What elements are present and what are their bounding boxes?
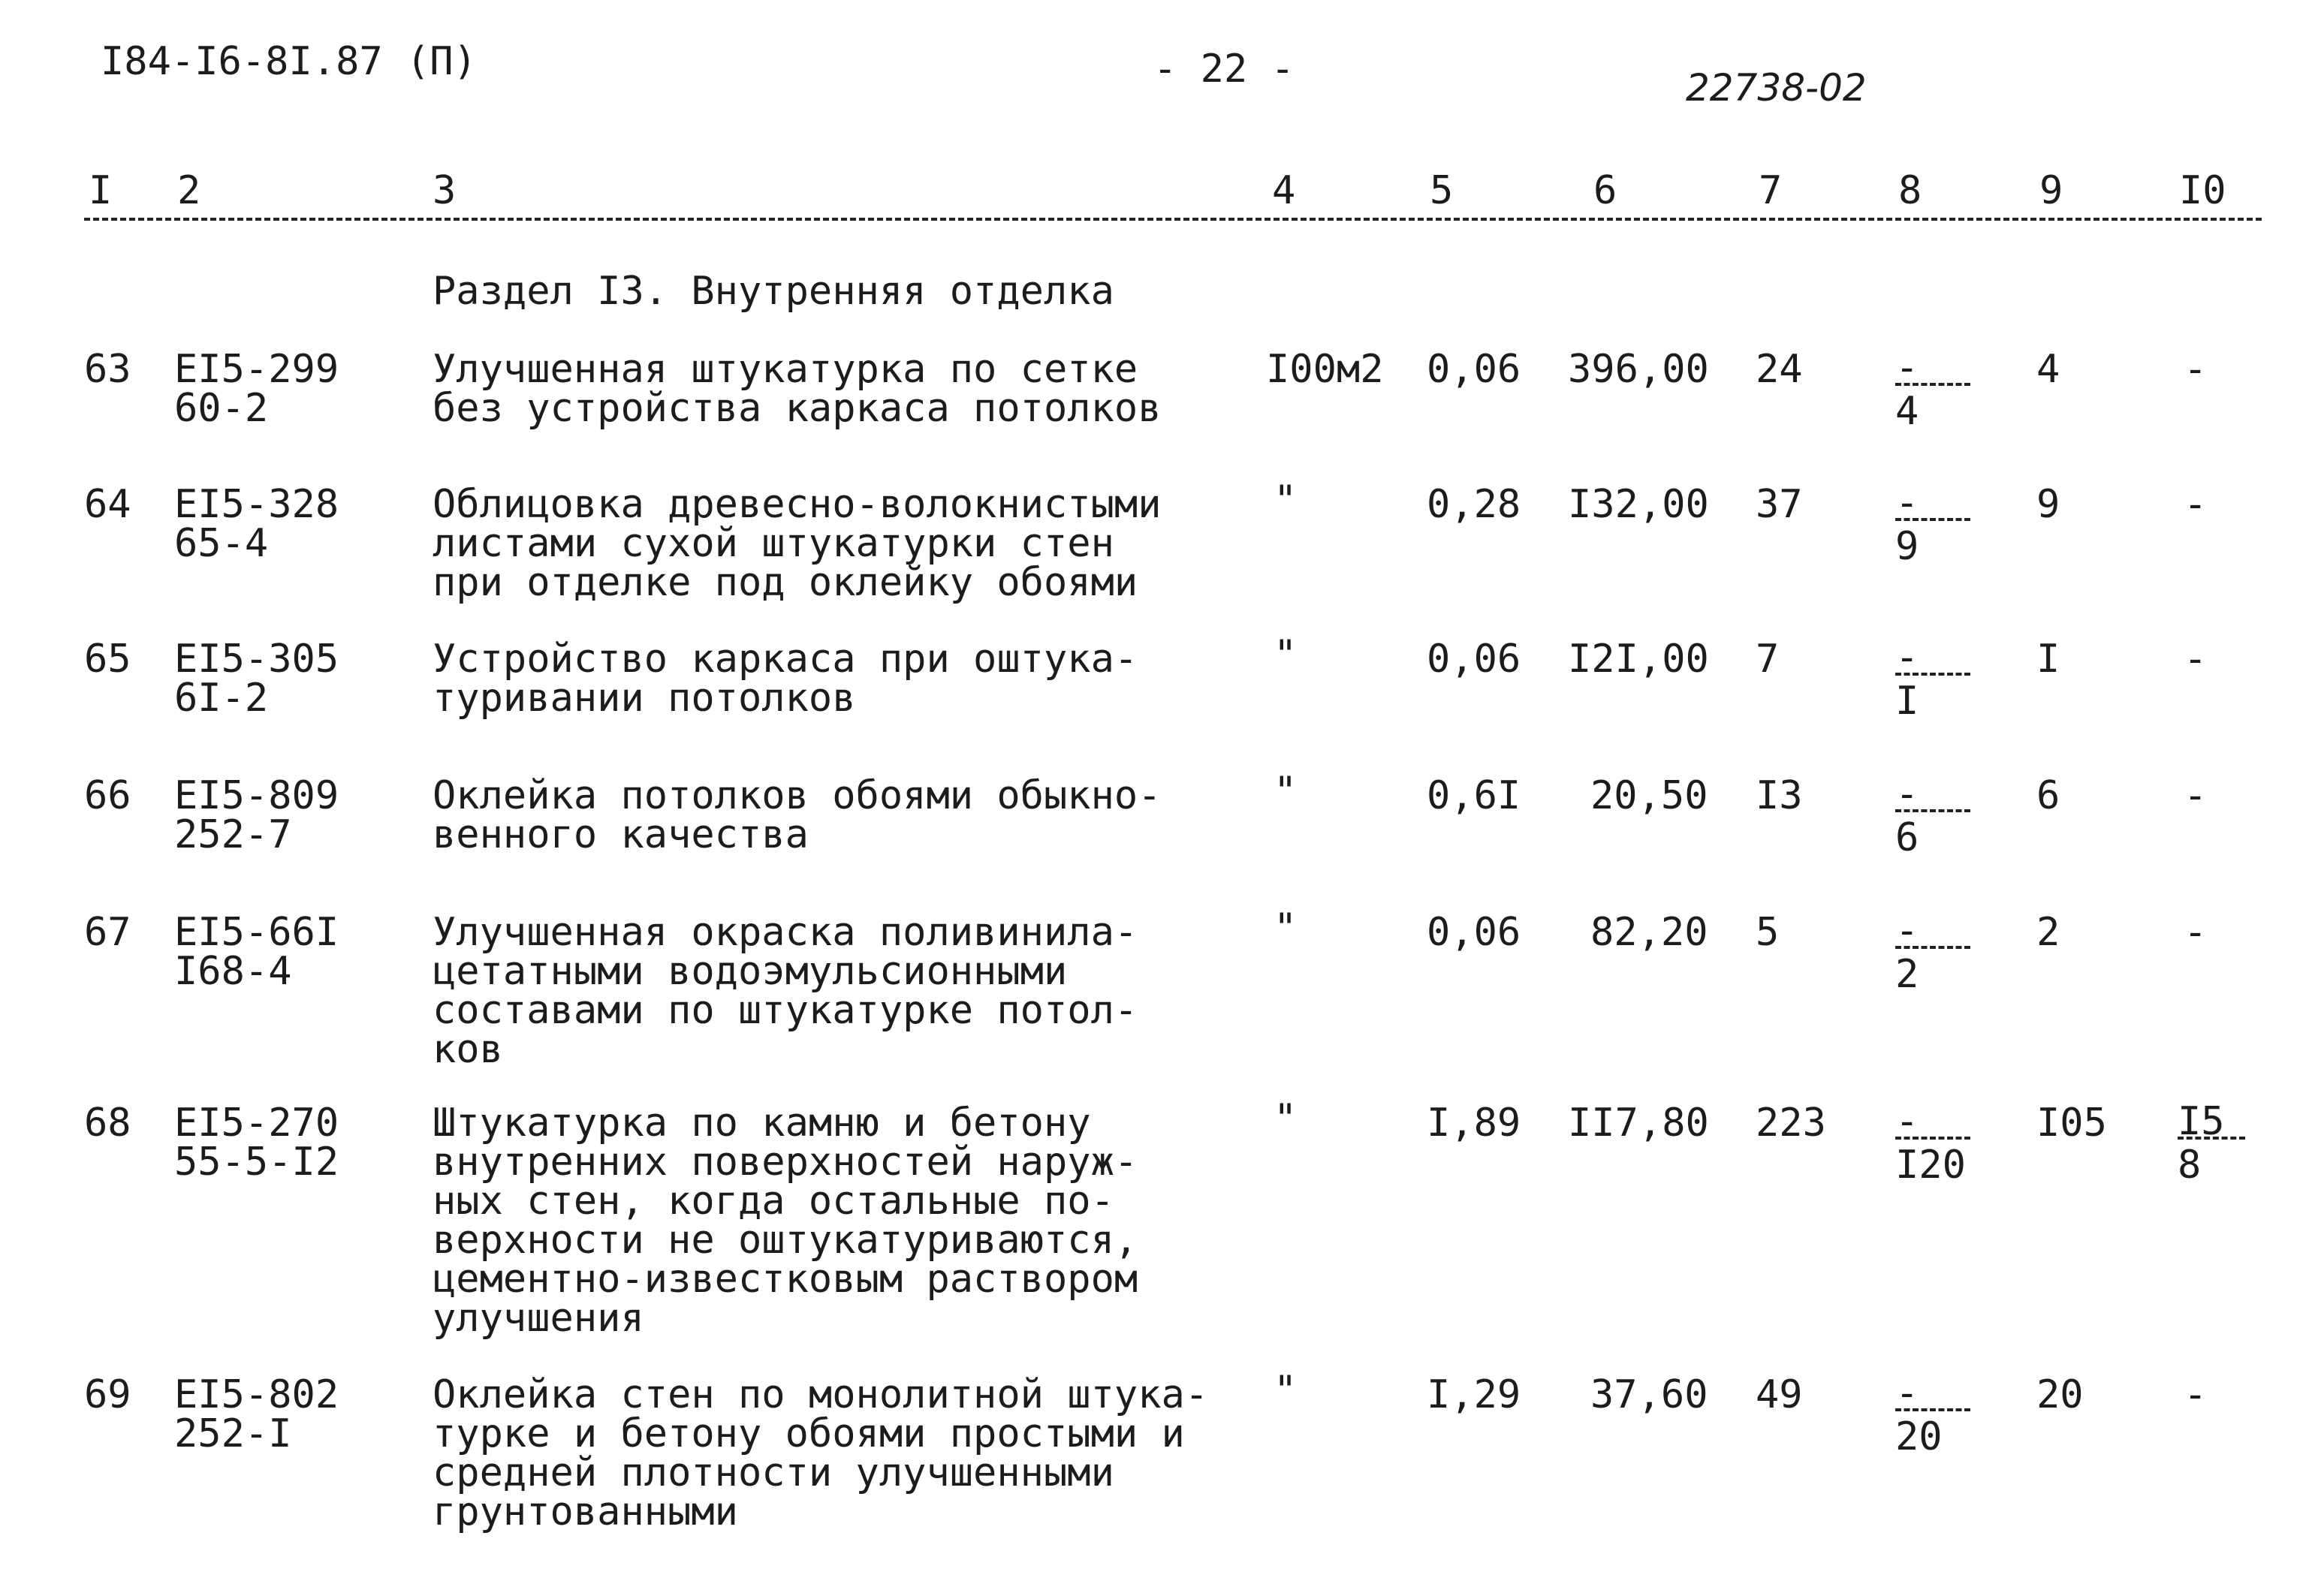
work-description: Устройство каркаса при оштука-: [433, 637, 1138, 682]
fraction-bar: [2178, 1137, 2245, 1140]
rate-code: 65-4: [174, 521, 269, 566]
work-description: составами по штукатурке потол-: [433, 988, 1138, 1033]
column-header-3: 3: [433, 168, 457, 213]
total-cost: 7: [1756, 637, 1780, 682]
work-description: Штукатурка по камню и бетону: [433, 1101, 1091, 1146]
work-description: туривании потолков: [433, 676, 856, 721]
header-divider: [84, 218, 2262, 221]
work-description: при отделке под оклейку обоями: [433, 560, 1138, 605]
column-10-value: -: [2184, 910, 2208, 955]
unit-price: I32,00: [1568, 482, 1709, 527]
column-header-4: 4: [1272, 168, 1296, 213]
rate-code: 252-7: [174, 812, 292, 857]
row-number: 68: [84, 1101, 131, 1146]
fraction-bar: [1895, 809, 1970, 812]
document-code: I84-I6-8I.87 (П): [101, 39, 477, 84]
archive-number: 22738-02: [1686, 66, 1867, 110]
work-description: цементно-известковым раствором: [433, 1257, 1138, 1302]
column-header-6: 6: [1593, 168, 1617, 213]
total-cost: 5: [1756, 910, 1780, 955]
rate-code: 6I-2: [174, 676, 269, 721]
column-header-10: I0: [2179, 168, 2226, 213]
fraction-numerator: -: [1895, 635, 1919, 680]
fraction-bar: [1895, 518, 1970, 521]
rate-code: 60-2: [174, 386, 269, 431]
fraction-numerator: I5: [2178, 1099, 2225, 1144]
column-10-value: -: [2184, 1372, 2208, 1417]
column-10-value: -: [2184, 773, 2208, 818]
quantity: 0,06: [1427, 637, 1521, 682]
fraction-denominator: 4: [1895, 389, 1919, 434]
unit: ": [1274, 1096, 1298, 1141]
fraction-denominator: 8: [2178, 1143, 2202, 1188]
total-cost: 223: [1756, 1101, 1826, 1146]
column-header-2: 2: [177, 168, 201, 213]
quantity: 0,28: [1427, 482, 1521, 527]
work-description: средней плотности улучшенными: [433, 1450, 1114, 1495]
column-header-5: 5: [1430, 168, 1454, 213]
rate-code: 252-I: [174, 1411, 292, 1456]
row-number: 63: [84, 347, 131, 392]
work-description: улучшения: [433, 1296, 644, 1341]
row-number: 64: [84, 482, 131, 527]
work-description: листами сухой штукатурки стен: [433, 521, 1114, 566]
work-description: ных стен, когда остальные по-: [433, 1179, 1114, 1224]
total-cost: 37: [1756, 482, 1803, 527]
quantity: 0,06: [1427, 910, 1521, 955]
total-cost: 49: [1756, 1372, 1803, 1417]
rate-code: EI5-305: [174, 637, 339, 682]
rate-code: I68-4: [174, 949, 292, 994]
column-10-value: -: [2184, 482, 2208, 527]
fraction-denominator: 6: [1895, 815, 1919, 860]
fraction-numerator: -: [1895, 908, 1919, 953]
row-number: 66: [84, 773, 131, 818]
row-number: 69: [84, 1372, 131, 1417]
column-9-value: 2: [2036, 910, 2060, 955]
rate-code: EI5-809: [174, 773, 339, 818]
unit-price: II7,80: [1568, 1101, 1709, 1146]
rate-code: EI5-270: [174, 1101, 339, 1146]
unit: ": [1274, 905, 1298, 950]
rate-code: EI5-802: [174, 1372, 339, 1417]
fraction-denominator: 9: [1895, 524, 1919, 569]
page-number: - 22 -: [1153, 47, 1295, 92]
column-header-7: 7: [1759, 168, 1783, 213]
fraction-numerator: -: [1895, 480, 1919, 525]
work-description: цетатными водоэмульсионными: [433, 949, 1068, 994]
work-description: верхности не оштукатуриваются,: [433, 1218, 1138, 1263]
total-cost: 24: [1756, 347, 1803, 392]
work-description: Оклейка стен по монолитной штука-: [433, 1372, 1209, 1417]
row-number: 65: [84, 637, 131, 682]
quantity: I,89: [1427, 1101, 1521, 1146]
column-10-value: -: [2184, 347, 2208, 392]
column-9-value: 20: [2036, 1372, 2084, 1417]
work-description: внутренних поверхностей наруж-: [433, 1140, 1138, 1185]
unit: ": [1274, 632, 1298, 677]
rate-code: EI5-299: [174, 347, 339, 392]
unit: I00м2: [1266, 347, 1384, 392]
fraction-denominator: I: [1895, 679, 1919, 724]
unit-price: 37,60: [1590, 1372, 1708, 1417]
column-header-1: I: [89, 168, 113, 213]
work-description: венного качества: [433, 812, 809, 857]
rate-code: EI5-66I: [174, 910, 339, 955]
column-9-value: 6: [2036, 773, 2060, 818]
fraction-numerator: -: [1895, 1099, 1919, 1144]
fraction-bar: [1895, 383, 1970, 386]
column-9-value: 9: [2036, 482, 2060, 527]
column-9-value: I: [2036, 637, 2060, 682]
work-description: грунтованными: [433, 1489, 738, 1534]
unit-price: 20,50: [1590, 773, 1708, 818]
column-header-9: 9: [2039, 168, 2063, 213]
quantity: 0,6I: [1427, 773, 1521, 818]
unit-price: 396,00: [1568, 347, 1709, 392]
fraction-bar: [1895, 1408, 1970, 1411]
fraction-denominator: I20: [1895, 1143, 1966, 1188]
total-cost: I3: [1756, 773, 1803, 818]
unit-price: 82,20: [1590, 910, 1708, 955]
fraction-denominator: 20: [1895, 1414, 1943, 1459]
rate-code: EI5-328: [174, 482, 339, 527]
unit: ": [1274, 477, 1298, 522]
column-9-value: I05: [2036, 1101, 2107, 1146]
fraction-bar: [1895, 946, 1970, 949]
column-10-value: -: [2184, 637, 2208, 682]
unit: ": [1274, 769, 1298, 814]
fraction-denominator: 2: [1895, 952, 1919, 997]
column-header-8: 8: [1898, 168, 1922, 213]
work-description: Облицовка древесно-волокнистыми: [433, 482, 1162, 527]
work-description: Улучшенная окраска поливинила-: [433, 910, 1138, 955]
work-description: Оклейка потолков обоями обыкно-: [433, 773, 1162, 818]
unit: ": [1274, 1368, 1298, 1413]
quantity: I,29: [1427, 1372, 1521, 1417]
work-description: турке и бетону обоями простыми и: [433, 1411, 1185, 1456]
fraction-numerator: -: [1895, 772, 1919, 817]
unit-price: I2I,00: [1568, 637, 1709, 682]
fraction-numerator: -: [1895, 1371, 1919, 1416]
row-number: 67: [84, 910, 131, 955]
fraction-bar: [1895, 1137, 1970, 1140]
work-description: Улучшенная штукатурка по сетке: [433, 347, 1138, 392]
fraction-numerator: -: [1895, 345, 1919, 390]
fraction-bar: [1895, 673, 1970, 676]
work-description: без устройства каркаса потолков: [433, 386, 1162, 431]
work-description: ков: [433, 1027, 503, 1072]
rate-code: 55-5-I2: [174, 1140, 339, 1185]
column-9-value: 4: [2036, 347, 2060, 392]
quantity: 0,06: [1427, 347, 1521, 392]
section-title: Раздел I3. Внутренняя отделка: [433, 269, 1114, 314]
